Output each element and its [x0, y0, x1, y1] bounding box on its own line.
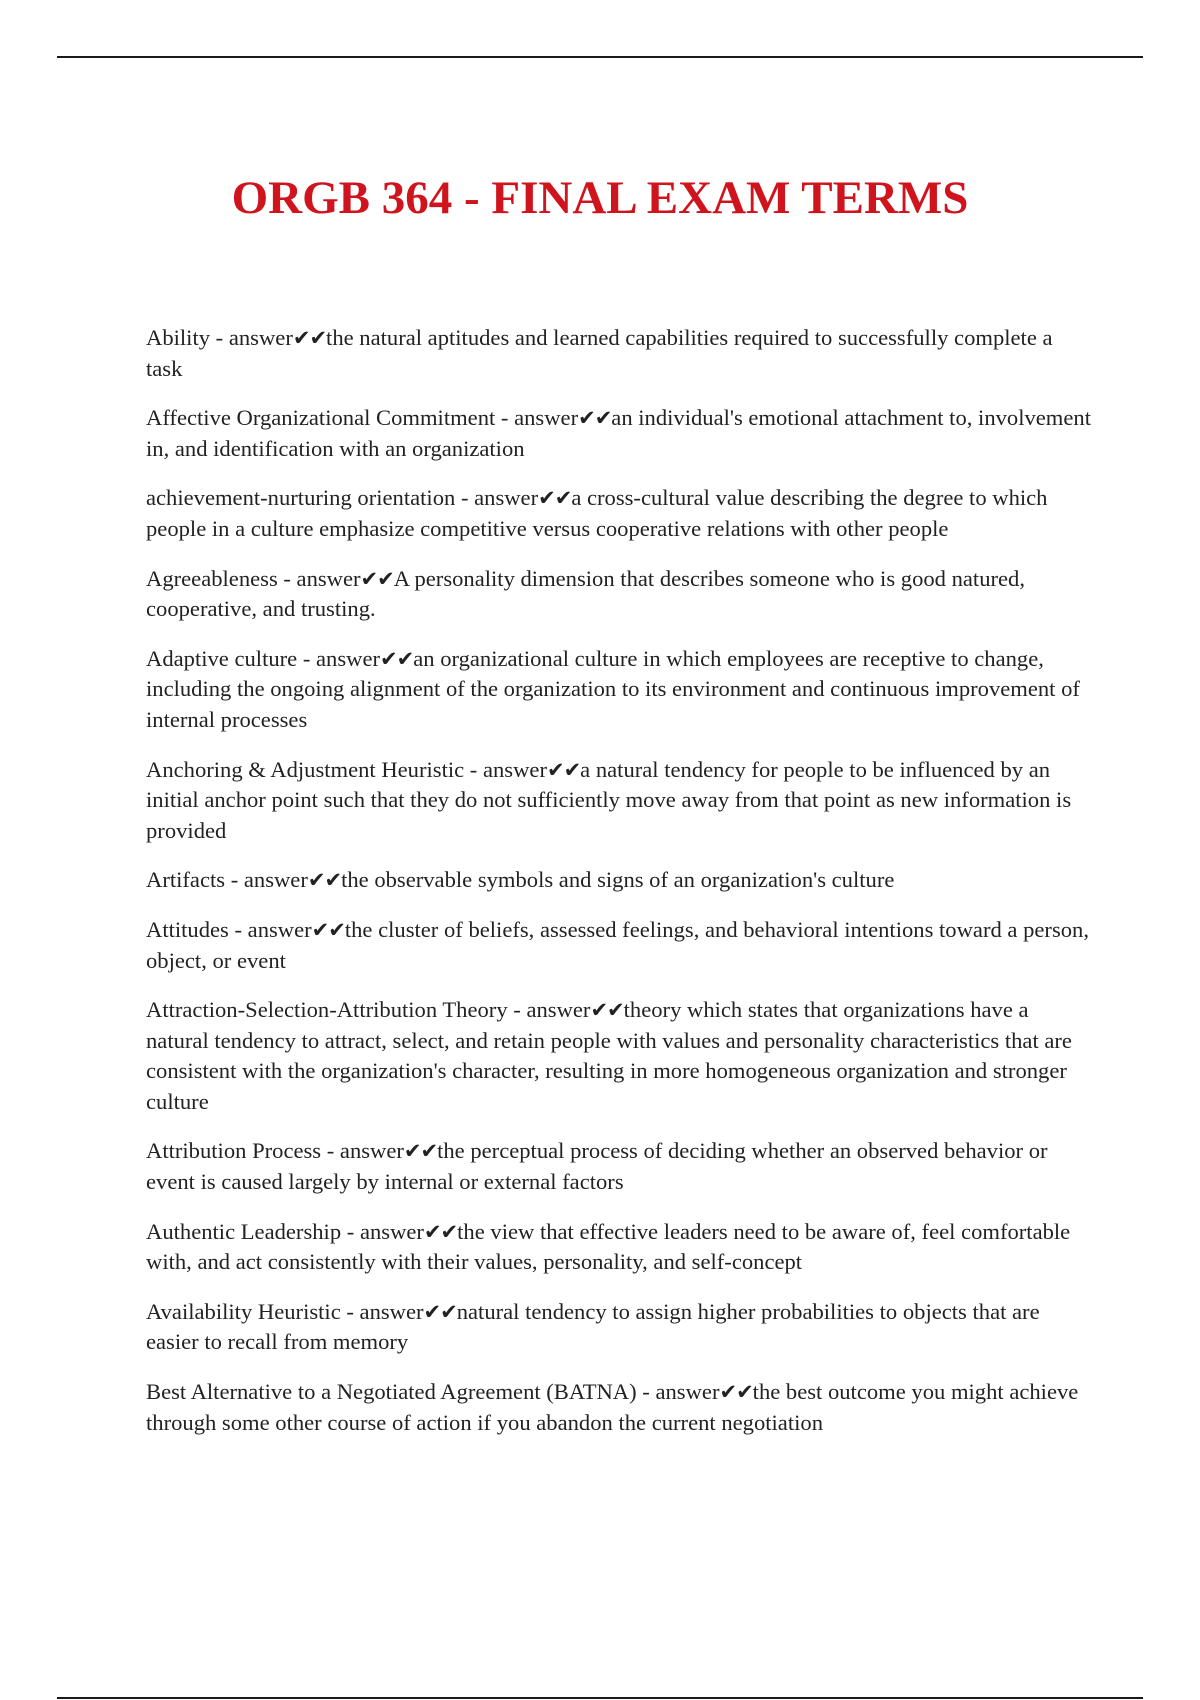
- term-name: Best Alternative to a Negotiated Agreement (BATNA): [146, 1379, 637, 1405]
- checkmark-icon: ✔✔: [578, 406, 612, 431]
- checkmark-icon: ✔✔: [546, 757, 581, 782]
- answer-separator: - answer: [340, 1298, 424, 1324]
- term-definition: the observable symbols and signs of an organization's culture: [341, 867, 895, 893]
- checkmark-icon: ✔✔: [360, 566, 394, 591]
- checkmark-icon: ✔✔: [311, 917, 345, 942]
- term-definition: natural tendency to assign higher probabilities to objects that are easier to recall from memory: [146, 1298, 1040, 1355]
- checkmark-icon: ✔✔: [307, 868, 342, 893]
- answer-separator: - answer: [225, 867, 308, 893]
- checkmark-icon: ✔✔: [292, 326, 327, 350]
- page-title: ORGB 364 - FINAL EXAM TERMS: [231, 172, 969, 224]
- term-name: Ability: [146, 325, 211, 350]
- list-item: [146, 323, 1092, 384]
- answer-separator: - answer: [210, 325, 293, 350]
- answer-separator: - answer: [455, 485, 539, 511]
- answer-separator: - answer: [228, 916, 312, 942]
- list-item: [146, 403, 1092, 464]
- answer-separator: - answer: [297, 645, 381, 671]
- checkmark-icon: ✔✔: [538, 486, 572, 511]
- answer-separator: - answer: [464, 756, 547, 782]
- checkmark-icon: ✔✔: [423, 1219, 458, 1244]
- answer-separator: - answer: [636, 1379, 720, 1405]
- checkmark-icon: ✔✔: [719, 1380, 753, 1405]
- checkmark-icon: ✔✔: [423, 1299, 457, 1324]
- list-item: [146, 1377, 1092, 1438]
- answer-separator: - answer: [321, 1138, 404, 1164]
- checkmark-icon: ✔✔: [380, 646, 414, 671]
- term-definition: a natural tendency for people to be influenced by an initial anchor point such that they do not sufficiently move away from that point as new information is provided: [146, 756, 1072, 843]
- term-definition: the perceptual process of deciding whether an observed behavior or event is caused largely by internal or external factors: [146, 1138, 1048, 1195]
- answer-separator: - answer: [495, 405, 579, 431]
- list-item: [146, 755, 1092, 847]
- list-item: [146, 483, 1092, 544]
- term-name: Agreeableness: [146, 565, 278, 591]
- bottom-rule: [57, 1697, 1143, 1699]
- term-name: Adaptive culture: [146, 645, 298, 671]
- checkmark-icon: ✔✔: [590, 998, 624, 1023]
- term-definition: A personality dimension that describes someone who is good natured, cooperative, and trusting.: [146, 565, 1026, 622]
- term-name: Attribution Process: [146, 1138, 322, 1164]
- term-definition: a cross-cultural value describing the degree to which people in a culture emphasize competitive versus cooperative relations with other people: [146, 485, 1048, 541]
- list-item: [146, 865, 1092, 896]
- list-item: [146, 1136, 1092, 1197]
- term-name: Attitudes: [146, 916, 229, 942]
- term-definition: the best outcome you might achieve through some other course of action if you abandon the current negotiation: [146, 1379, 1079, 1435]
- term-name: Availability Heuristic: [146, 1298, 341, 1324]
- list-item: [146, 915, 1092, 976]
- term-name: Attraction-Selection-Attribution Theory: [146, 997, 508, 1023]
- checkmark-icon: ✔✔: [403, 1139, 438, 1164]
- terms-list: [146, 323, 1092, 1457]
- term-name: Authentic Leadership: [146, 1218, 342, 1244]
- answer-separator: - answer: [277, 565, 361, 591]
- term-name: Artifacts: [146, 867, 226, 893]
- list-item: [146, 1297, 1092, 1358]
- term-name: Anchoring & Adjustment Heuristic: [146, 756, 465, 782]
- term-definition: the view that effective leaders need to be aware of, feel comfortable with, and act consistently with their values, personality, and self-concept: [146, 1218, 1071, 1275]
- list-item: [146, 644, 1092, 736]
- term-definition: theory which states that organizations have a natural tendency to attract, select, and retain people with values and personality characteristics that are consistent with the organization's character, resulting in more homogeneous organization and stronger culture: [146, 997, 1072, 1114]
- term-definition: the cluster of beliefs, assessed feelings, and behavioral intentions toward a person, object, or event: [146, 916, 1089, 973]
- term-definition: an organizational culture in which employees are receptive to change, including the ongoing alignment of the organization to its environment and continuous improvement of internal processes: [146, 645, 1080, 732]
- answer-separator: - answer: [507, 997, 591, 1023]
- term-definition: the natural aptitudes and learned capabilities required to successfully complete a task: [146, 325, 1053, 381]
- list-item: [146, 995, 1092, 1117]
- list-item: [146, 564, 1092, 625]
- list-item: [146, 1217, 1092, 1278]
- term-name: achievement-nurturing orientation: [146, 485, 456, 511]
- term-name: Affective Organizational Commitment: [146, 405, 496, 431]
- answer-separator: - answer: [341, 1218, 424, 1244]
- top-rule: [57, 56, 1143, 58]
- term-definition: an individual's emotional attachment to, involvement in, and identification with an organization: [146, 405, 1091, 461]
